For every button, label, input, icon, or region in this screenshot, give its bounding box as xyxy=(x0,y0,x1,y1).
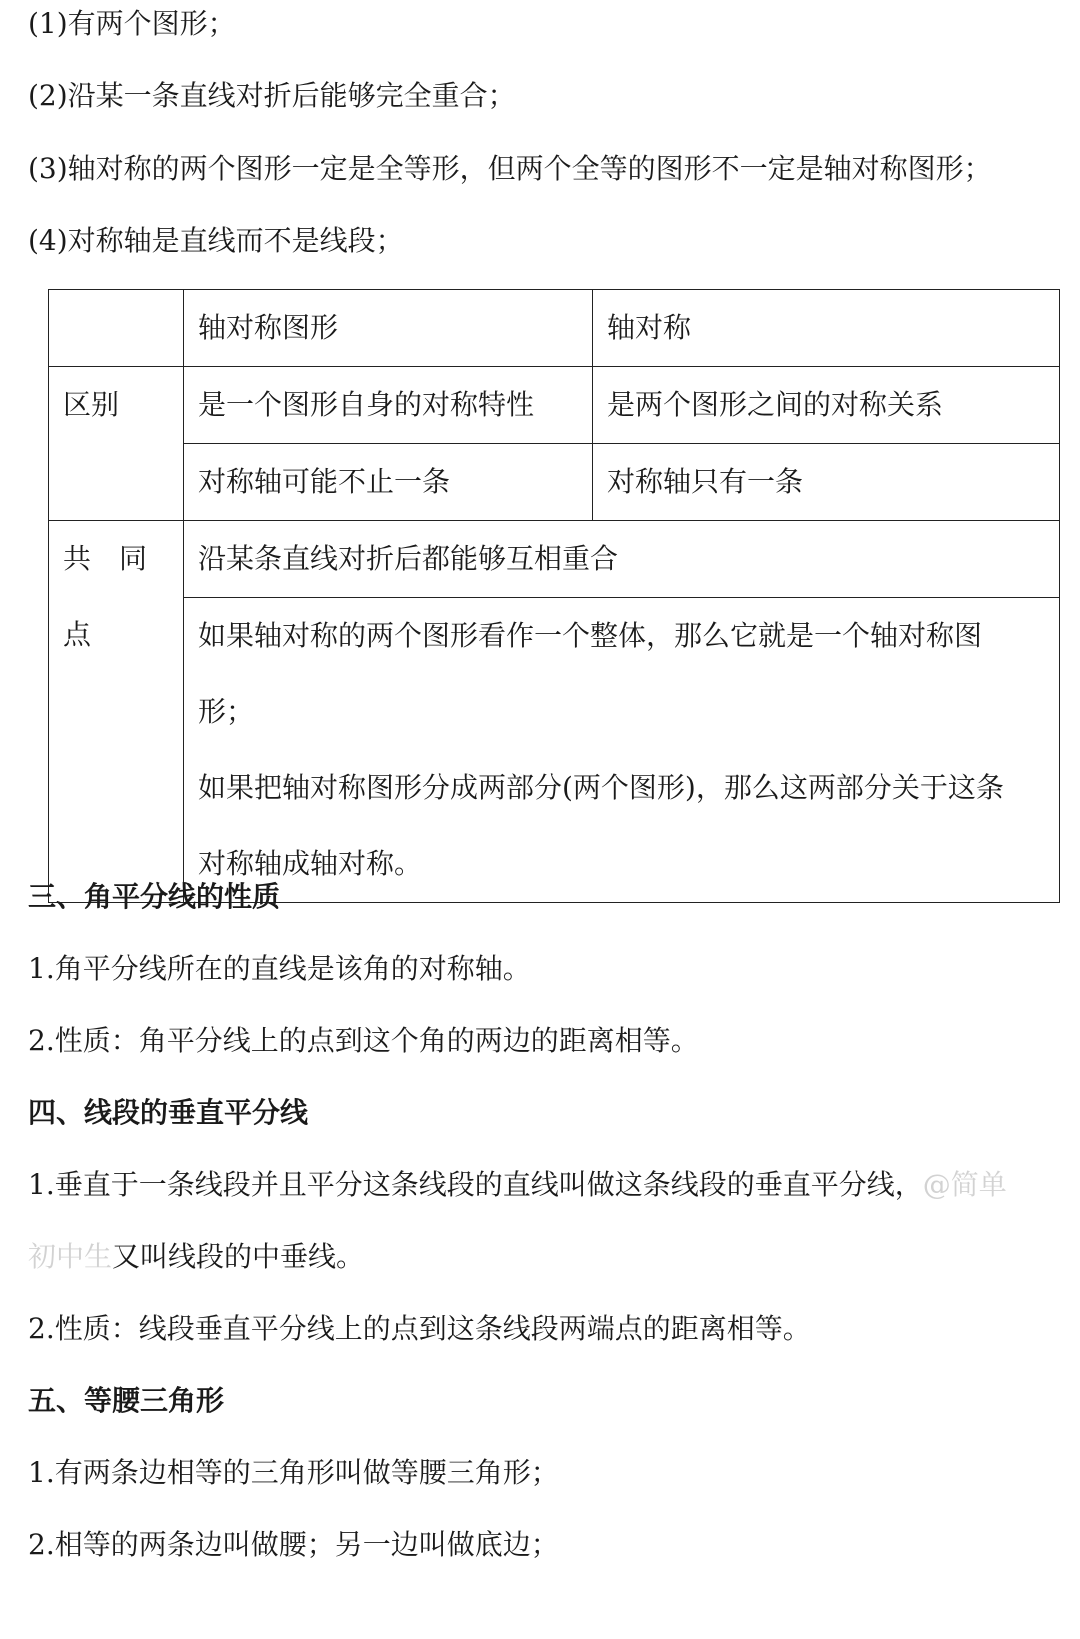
table-row xyxy=(49,521,1060,598)
common-row2-line: 对称轴成轴对称。 xyxy=(198,847,423,880)
section3-heading: 三、角平分线的性质 xyxy=(28,880,281,913)
table-cell: 对称轴只有一条 xyxy=(593,444,1060,521)
table-row xyxy=(49,598,1060,903)
section5-item-1: 1.有两条边相等的三角形叫做等腰三角形； xyxy=(28,1456,559,1489)
section4-item-1-text-cont: 又叫线段的中垂线。 xyxy=(112,1240,365,1273)
section4-item-2: 2.性质：线段垂直平分线上的点到这条线段两端点的距离相等。 xyxy=(28,1312,811,1345)
table-row xyxy=(49,367,1060,444)
table-header-empty xyxy=(49,290,184,367)
common-row2-line: 如果把轴对称图形分成两部分(两个图形)，那么这两部分关于这条 xyxy=(198,771,1004,804)
section4-item-1-line1 xyxy=(28,1165,1068,1205)
section3-item-2: 2.性质：角平分线上的点到这个角的两边的距离相等。 xyxy=(28,1024,699,1057)
section5-item-2: 2.相等的两条边叫做腰；另一边叫做底边； xyxy=(28,1528,559,1561)
section4-item-1-line2 xyxy=(28,1237,1068,1277)
section3-item-1: 1.角平分线所在的直线是该角的对称轴。 xyxy=(28,952,531,985)
table-cell: 对称轴可能不止一条 xyxy=(184,444,593,521)
table-header-axis-figure: 轴对称图形 xyxy=(184,290,593,367)
watermark-text: @简单 xyxy=(922,1168,1007,1201)
table-cell: 是一个图形自身的对称特性 xyxy=(184,367,593,444)
common-row2-line: 如果轴对称的两个图形看作一个整体，那么它就是一个轴对称图 xyxy=(198,619,983,652)
table-row xyxy=(49,444,1060,521)
comparison-table xyxy=(48,289,1060,903)
difference-label: 区别 xyxy=(49,367,184,521)
common-label-line2: 点 xyxy=(63,618,92,651)
section5-heading: 五、等腰三角形 xyxy=(28,1384,225,1417)
table-cell: 沿某条直线对折后都能够互相重合 xyxy=(184,521,1060,598)
table-cell-multiline xyxy=(184,598,1060,903)
common-label xyxy=(49,521,184,903)
intro-point-4: (4)对称轴是直线而不是线段； xyxy=(28,224,404,257)
table-header-axis-symmetry: 轴对称 xyxy=(593,290,1060,367)
intro-point-2: (2)沿某一条直线对折后能够完全重合； xyxy=(28,79,516,112)
intro-point-3: (3)轴对称的两个图形一定是全等形，但两个全等的图形不一定是轴对称图形； xyxy=(28,152,992,185)
watermark-text: 初中生 xyxy=(28,1240,113,1273)
common-label-line1: 共 同 xyxy=(63,542,148,575)
table-header-row xyxy=(49,290,1060,367)
common-row2-line: 形； xyxy=(198,695,255,728)
intro-point-1: (1)有两个图形； xyxy=(28,7,236,40)
section4-heading: 四、线段的垂直平分线 xyxy=(28,1096,309,1129)
section4-item-1-text: 1.垂直于一条线段并且平分这条线段的直线叫做这条线段的垂直平分线， xyxy=(28,1168,923,1201)
table-cell: 是两个图形之间的对称关系 xyxy=(593,367,1060,444)
